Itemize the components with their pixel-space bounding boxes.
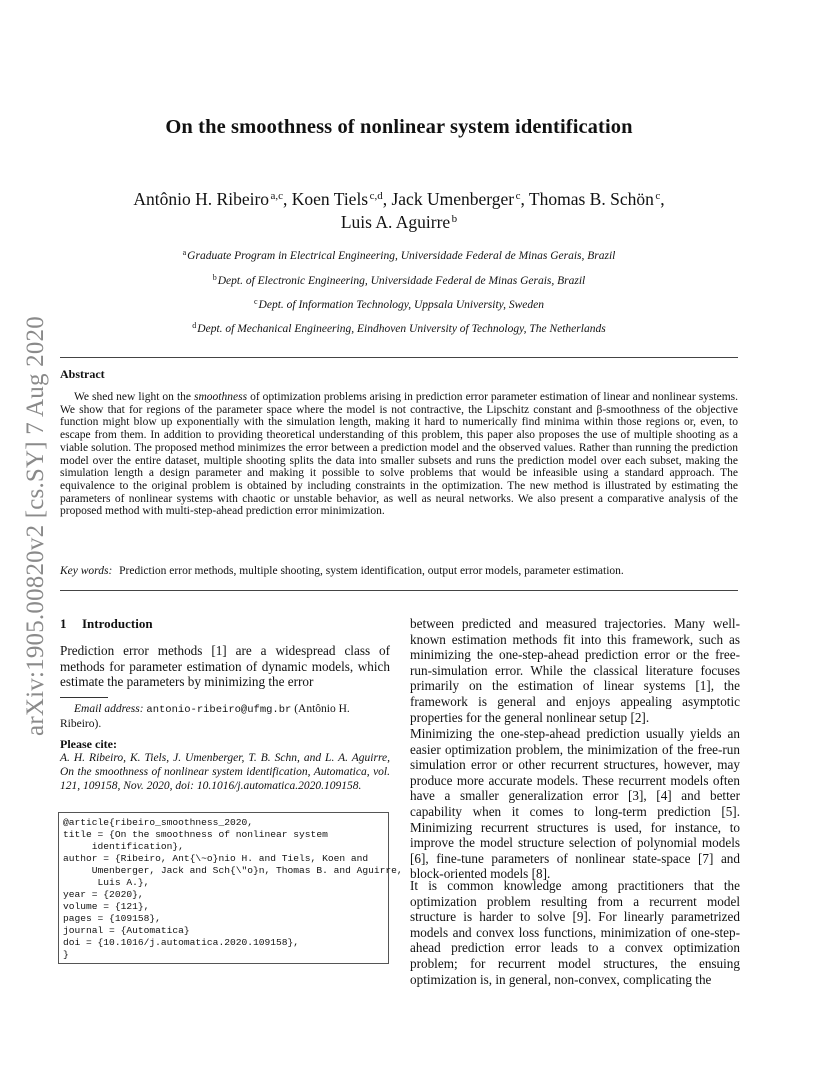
author-name: Koen Tiels — [291, 189, 369, 209]
bibtex-line: } — [63, 949, 69, 960]
author-separator: , — [283, 189, 292, 209]
author-separator: , — [660, 189, 665, 209]
affiliation-mark: d — [192, 321, 197, 330]
bibtex-line: Umenberger, Jack and Sch{\"o}n, Thomas B. and Aguirre, — [63, 865, 403, 876]
footnote-email — [60, 702, 390, 731]
author-affil-mark: c — [655, 190, 661, 202]
author-name: Luis A. Aguirre — [340, 212, 451, 232]
keywords-text: Prediction error methods, multiple shooting, system identification, output error models, parameter estimation. — [119, 565, 624, 577]
cite-heading: Please cite: — [60, 737, 117, 751]
abstract-heading: Abstract — [60, 367, 105, 381]
abstract-text-rest: of optimization problems arising in prediction error parameter estimation of linear and nonlinear systems. We show that for regions of the parameter space where the model is not contractive, the Lipschitz constant and β-smoothness of the objective function might blow up exponentially with the simulation length, making it hard to numerically find minima within those regions or, even, to escape from them. In addition to providing theoretical understanding of this problem, this paper also proposes the use of multiple shooting as a viable solution. The proposed method minimizes the error between a prediction model and the observed values. Rather than running the prediction model over the entire dataset, multiple shooting splits the data into smaller subsets and runs the prediction model over each subset, making the simulation length a design parameter and making it possible to solve problems that would be infeasible using a standard approach. The equivalence to the original problem is obtained by including constraints in the optimization. The new method is illustrated by estimating the parameters of nonlinear systems with chaotic or unstable behavior, as well as neural networks. We also present a comparative analysis of the proposed method with multi-step-ahead prediction error minimization. — [60, 391, 738, 518]
footnote-label: Email address: — [74, 703, 144, 715]
affiliation-d — [60, 323, 738, 335]
section-heading — [60, 616, 390, 632]
affiliation-text: Dept. of Electronic Engineering, Universidade Federal de Minas Gerais, Brazil — [217, 275, 586, 287]
author-affil-mark: b — [451, 213, 458, 225]
bibtex-line: title = {On the smoothness of nonlinear system — [63, 829, 328, 840]
bibtex-line: volume = {121}, — [63, 901, 150, 912]
author-list — [60, 188, 738, 234]
affiliation-text: Graduate Program in Electrical Engineering, Universidade Federal de Minas Gerais, Brazil — [187, 250, 616, 262]
bibtex-line: journal = {Automatica} — [63, 925, 190, 936]
bibtex-line: author = {Ribeiro, Ant{\~o}nio H. and Tiels, Koen and — [63, 853, 369, 864]
section-number: 1 — [60, 616, 67, 631]
paper-title: On the smoothness of nonlinear system identification — [165, 116, 633, 138]
author-separator: , — [520, 189, 529, 209]
affiliation-a — [60, 250, 738, 262]
affiliation-mark: b — [212, 273, 217, 282]
affiliation-c — [60, 299, 738, 311]
intro-paragraph-left: Prediction error methods [1] are a widespread class of methods for parameter estimation of dynamic models, which estimate the parameters by minimizing the error — [60, 643, 390, 690]
bibtex-line: identification}, — [63, 841, 184, 852]
abstract-body — [60, 391, 738, 518]
author-line-1 — [60, 188, 738, 211]
bibtex-line: pages = {109158}, — [63, 913, 161, 924]
footnote-owner: (Antônio H. Ribeiro). — [60, 703, 350, 730]
arxiv-stamp-text: arXiv:1905.00820v2 [cs.SY] 7 Aug 2020 — [22, 315, 49, 736]
section-title: Introduction — [82, 616, 153, 631]
bibtex-line: doi = {10.1016/j.automatica.2020.109158}, — [63, 937, 300, 948]
abstract-text-start: We shed new light on the — [74, 391, 195, 403]
author-affil-mark: a,c — [270, 190, 284, 202]
footnote-rule — [60, 697, 108, 698]
affiliation-mark: a — [182, 248, 187, 257]
author-affil-mark: c,d — [369, 190, 383, 202]
bibtex-line: @article{ribeiro_smoothness_2020, — [63, 817, 253, 828]
abstract-bottom-rule — [60, 590, 738, 591]
intro-paragraph-right-3: It is common knowledge among practitioners that the optimization problem resulting from a recurrent model structure is harder to solve [9]. For linearly parametrized models and convex loss functions, minimization of one-step-ahead prediction error leads to a convex optimization problem; for recurrent model structures, the ensuing optimization is, in general, non-convex, complicating the — [410, 878, 740, 987]
intro-paragraph-right-1: between predicted and measured trajectories. Many well-known estimation methods fit into this framework, such as minimizing the one-step-ahead prediction error or the free-run-simulation error. While the classical literature focuses primarily on the estimation of linear systems [1], the framework is general and enjoys appealing asymptotic properties for the general nonlinear setup [2]. — [410, 616, 740, 725]
author-separator: , — [382, 189, 392, 209]
abstract-emphasis: smoothness — [194, 391, 248, 403]
abstract-top-rule — [60, 357, 738, 358]
keywords-label: Key words: — [60, 565, 113, 577]
bibtex-box — [58, 812, 403, 964]
bibtex-line: Luis A.}, — [63, 877, 150, 888]
footnote-email-address[interactable]: antonio-ribeiro@ufmg.br — [146, 704, 292, 716]
keywords — [60, 565, 738, 577]
intro-paragraph-right-2: Minimizing the one-step-ahead prediction usually yields an easier optimization problem, the minimization of the free-run simulation error or other recurrent structures, however, may produce more accurate models. These recurrent models often have a smaller generalization error [3], [4] and better capability when it comes to long-term prediction [5]. Minimizing recurrent structures is used, for instance, to improve the model structure selection of polynomial models [6], fine-tune parameters of nonlinear state-space [7] and block-oriented models [8]. — [410, 726, 740, 882]
author-name: Antônio H. Ribeiro — [133, 189, 270, 209]
arxiv-stamp — [16, 288, 56, 763]
cite-text: A. H. Ribeiro, K. Tiels, J. Umenberger, T. B. Schn, and L. A. Aguirre, On the smoothness of nonlinear system identification, Automatica, vol. 121, 109158, Nov. 2020, doi: 10.1016/j.automatica.2020.109158. — [60, 752, 390, 792]
affiliation-b — [60, 275, 738, 287]
author-name: Jack Umenberger — [391, 189, 515, 209]
author-name: Thomas B. Schön — [528, 189, 654, 209]
bibtex-line: year = {2020}, — [63, 889, 144, 900]
affiliation-mark: c — [253, 297, 258, 306]
affiliation-text: Dept. of Information Technology, Uppsala University, Sweden — [258, 299, 545, 311]
affiliation-text: Dept. of Mechanical Engineering, Eindhoven University of Technology, The Netherlands — [197, 323, 606, 335]
author-affil-mark: c — [515, 190, 521, 202]
author-line-2 — [60, 211, 738, 234]
